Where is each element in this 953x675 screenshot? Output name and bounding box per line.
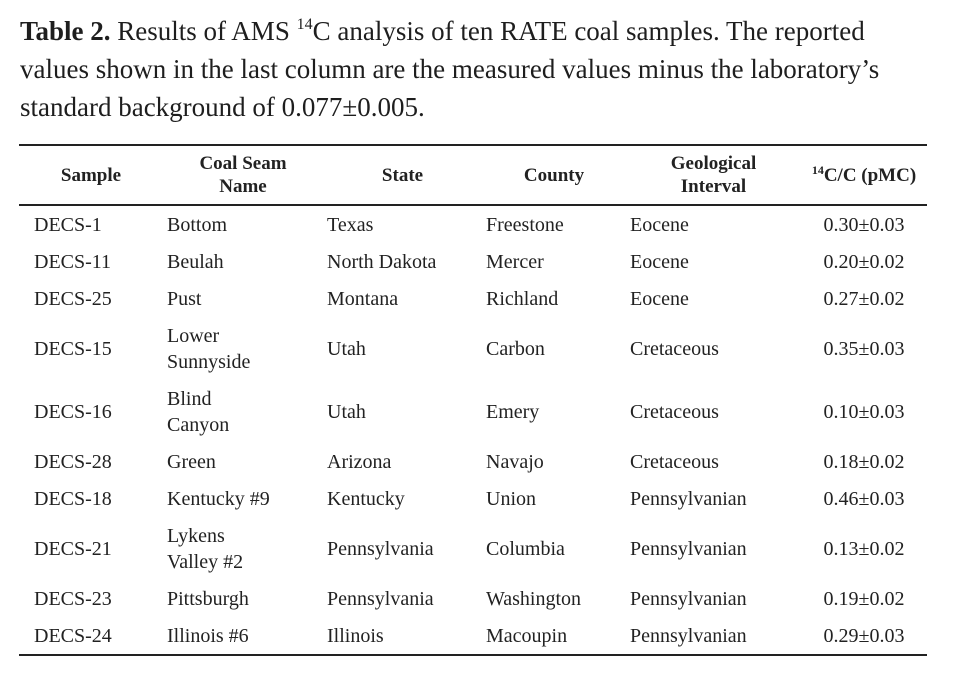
table-row [19, 243, 927, 280]
cell-pmc-value: 0.19±0.02 [823, 587, 905, 610]
seam-name-line: Pittsburgh [167, 587, 249, 610]
table-row [19, 443, 927, 480]
seam-name-line: Blind [167, 387, 212, 410]
cell-sample: DECS-1 [34, 213, 102, 236]
results-table [19, 146, 927, 204]
caption-label: Table 2. [20, 16, 111, 46]
cell-county: Carbon [486, 337, 545, 360]
cell-coal-seam-name [163, 517, 323, 580]
cell-sample: DECS-11 [34, 250, 112, 273]
cell-geological-interval: Pennsylvanian [630, 537, 747, 560]
seam-name-line: Valley #2 [167, 550, 244, 573]
cell-geological-interval: Pennsylvanian [630, 624, 747, 647]
cell-geological-interval: Eocene [630, 250, 689, 273]
cell-state: Utah [327, 337, 366, 360]
header-sample: Sample [60, 164, 122, 186]
caption-text-start: Results of AMS [117, 16, 290, 46]
cell-pmc-value: 0.35±0.03 [823, 337, 905, 360]
cell-county: Mercer [486, 250, 544, 273]
cell-coal-seam-name [163, 380, 323, 443]
cell-coal-seam-name [163, 580, 323, 617]
seam-name-line: Beulah [167, 250, 224, 273]
cell-pmc-value: 0.10±0.03 [823, 400, 905, 423]
cell-geological-interval: Pennsylvanian [630, 587, 747, 610]
table-row [19, 517, 927, 580]
cell-state: Pennsylvania [327, 537, 434, 560]
cell-county: Navajo [486, 450, 544, 473]
seam-name-line: Bottom [167, 213, 228, 236]
cell-sample: DECS-28 [34, 450, 112, 473]
cell-state: Kentucky [327, 487, 405, 510]
seam-name-line: Green [167, 450, 216, 473]
cell-sample: DECS-23 [34, 587, 112, 610]
cell-sample: DECS-25 [34, 287, 112, 310]
cell-geological-interval: Cretaceous [630, 337, 719, 360]
cell-coal-seam-name [163, 317, 323, 380]
cell-coal-seam-name [163, 480, 323, 517]
header-state: State [381, 164, 424, 186]
table-row [19, 280, 927, 317]
cell-geological-interval: Cretaceous [630, 400, 719, 423]
cell-geological-interval: Cretaceous [630, 450, 719, 473]
cell-sample: DECS-24 [34, 624, 112, 647]
cell-geological-interval: Pennsylvanian [630, 487, 747, 510]
cell-county: Emery [486, 400, 540, 423]
seam-name-line: Kentucky #9 [167, 487, 270, 510]
caption-superscript: 14 [296, 16, 313, 33]
cell-pmc-value: 0.13±0.02 [823, 537, 905, 560]
table-row [19, 317, 927, 380]
cell-geological-interval: Eocene [630, 287, 689, 310]
cell-coal-seam-name [163, 443, 323, 480]
cell-state: Utah [327, 400, 366, 423]
results-table-body [19, 206, 927, 654]
cell-pmc-value: 0.18±0.02 [823, 450, 905, 473]
table-row [19, 206, 927, 243]
cell-county: Columbia [486, 537, 565, 560]
table-row [19, 580, 927, 617]
cell-sample: DECS-16 [34, 400, 112, 423]
header-coal-seam-name: Coal Seam Name [199, 153, 287, 197]
table-row [19, 380, 927, 443]
cell-pmc-value: 0.29±0.03 [823, 624, 905, 647]
header-county: County [523, 164, 585, 186]
header-pmc: $^{14}$C/C (pMC) [811, 162, 917, 186]
cell-county: Freestone [486, 213, 564, 236]
cell-pmc-value: 0.27±0.02 [823, 287, 905, 310]
seam-name-line: Canyon [167, 413, 230, 436]
cell-geological-interval: Eocene [630, 213, 689, 236]
table-row [19, 617, 927, 654]
cell-coal-seam-name [163, 243, 323, 280]
cell-county: Macoupin [486, 624, 568, 647]
cell-state: Arizona [327, 450, 392, 473]
cell-state: Texas [327, 213, 374, 236]
cell-pmc-value: 0.20±0.02 [823, 250, 905, 273]
cell-coal-seam-name [163, 280, 323, 317]
cell-county: Washington [486, 587, 582, 610]
cell-state: North Dakota [327, 250, 437, 273]
caption-text-rest: C analysis of ten RATE coal samples. The reported values shown in the last column are the measured values minus the laboratory’s standard background of 0.077±0.005. [20, 16, 880, 122]
results-table-container [19, 144, 927, 656]
header-geological-interval: Geological Interval [670, 153, 757, 197]
cell-coal-seam-name [163, 206, 323, 243]
table-row [19, 480, 927, 517]
cell-county: Richland [486, 287, 559, 310]
cell-pmc-value: 0.46±0.03 [823, 487, 905, 510]
cell-state: Illinois [327, 624, 384, 647]
cell-sample: DECS-21 [34, 537, 112, 560]
table-header [19, 146, 927, 204]
bottom-rule [19, 654, 927, 656]
cell-pmc-value: 0.30±0.03 [823, 213, 905, 236]
seam-name-line: Lykens [167, 524, 225, 547]
seam-name-line: Lower [167, 324, 220, 347]
cell-county: Union [486, 487, 536, 510]
cell-state: Montana [327, 287, 399, 310]
cell-state: Pennsylvania [327, 587, 434, 610]
table-caption [20, 12, 935, 126]
cell-sample: DECS-18 [34, 487, 112, 510]
seam-name-line: Pust [167, 287, 202, 310]
cell-sample: DECS-15 [34, 337, 112, 360]
cell-coal-seam-name [163, 617, 323, 654]
table-body [19, 206, 927, 654]
seam-name-line: Sunnyside [167, 350, 251, 373]
seam-name-line: Illinois #6 [167, 624, 249, 647]
